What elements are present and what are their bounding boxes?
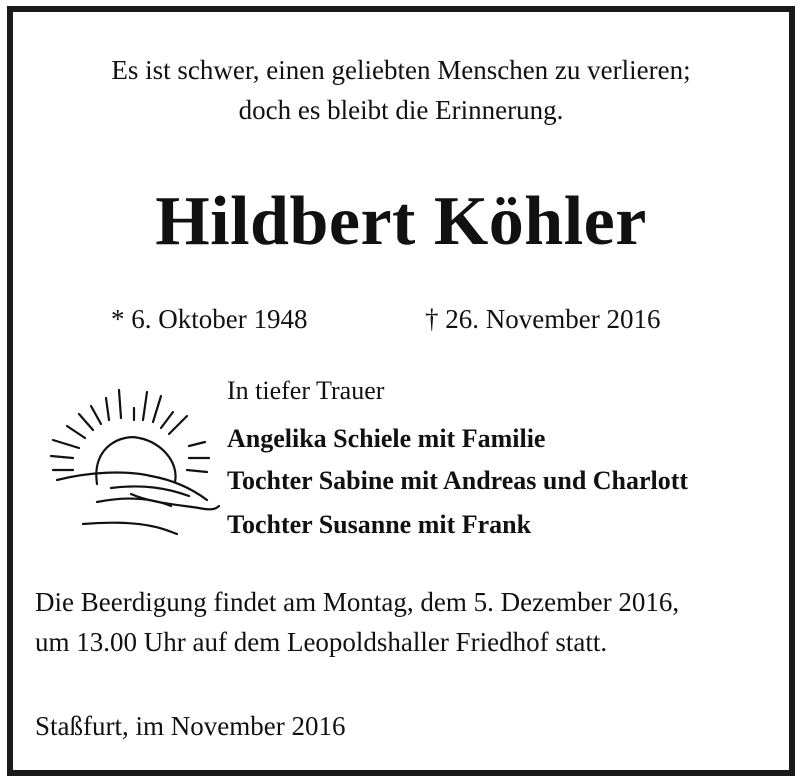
place-and-date: Staßfurt, im November 2016 [35,711,346,741]
deceased-name: Hildbert Köhler [155,183,647,260]
quote-line-1: Es ist schwer, einen geliebten Menschen zu verlieren; [111,55,691,85]
death-date: † 26. November 2016 [425,304,661,334]
mourning-intro: In tiefer Trauer [227,376,385,405]
funeral-line-2: um 13.00 Uhr auf dem Leopoldshaller Friedhof statt. [35,627,608,657]
birth-date: * 6. Oktober 1948 [111,304,308,334]
sunset-over-hills-icon [39,384,225,544]
obituary-notice [7,6,795,776]
mourner-line-2: Tochter Sabine mit Andreas und Charlott [227,466,689,495]
mourner-line-3: Tochter Susanne mit Frank [227,510,532,539]
quote-line-2: doch es bleibt die Erinnerung. [238,95,564,125]
funeral-line-1: Die Beerdigung findet am Montag, dem 5. Dezember 2016, [35,587,680,617]
mourner-line-1: Angelika Schiele mit Familie [227,424,546,453]
